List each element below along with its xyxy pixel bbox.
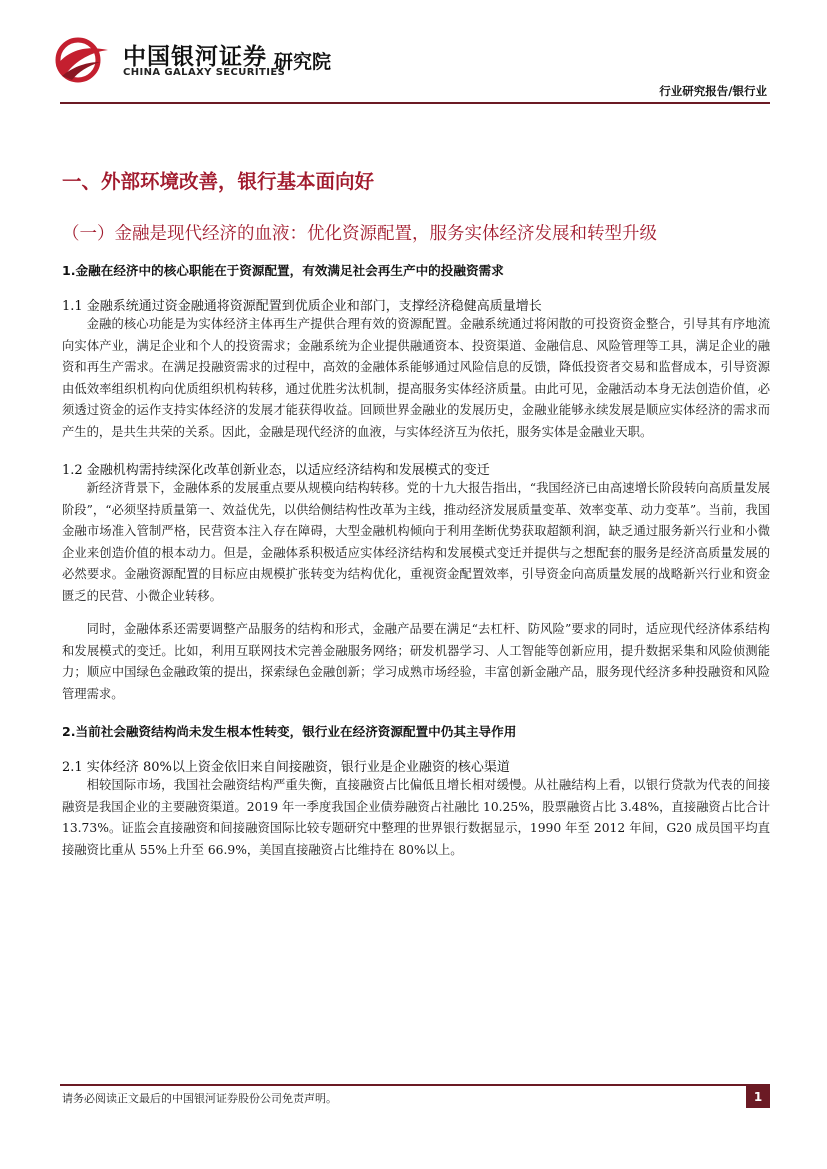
subsection-heading-1-1: 1.1 金融系统通过资金融通将资源配置到优质企业和部门，支撑经济稳健高质量增长 — [62, 299, 542, 314]
paragraph-1: 金融的核心功能是为实体经济主体再生产提供合理有效的资源配置。金融系统通过将闲散的可投资资金整合，引导其有序地流向实体产业，满足企业和个人的投资需求；金融系统为企业提供融通资本、投资渠道、金融信息、风险管理等工具，满足企业的融资和再生产需求。在满足投融资需求的过程中，高效的金融体系能够通过风险信息的反馈，降低投资者交易和监督成本，引导资源由低效率组织机构向优质组织机构转移，通过优胜劣汰机制，提高服务实体经济质量。由此可见，金融活动本身无法创造价值，必须透过资金的运作支持实体经济的发展才能获得收益。回顾世界金融业的发展历史，金融业能够永续发展是顺应实体经济的需求而产生的，是共生共荣的关系。因此，金融是现代经济的血液，与实体经济互为依托，服务实体是金融业天职。 — [62, 317, 770, 439]
institute-label: 研究院 — [274, 51, 332, 73]
document-body — [62, 166, 770, 861]
subsection-heading-2-1: 2.1 实体经济 80%以上资金依旧来自间接融资，银行业是企业融资的核心渠道 — [62, 760, 510, 775]
page-header — [0, 0, 827, 110]
galaxy-logo-icon — [52, 36, 112, 84]
disclaimer-note: 请务必阅读正文最后的中国银河证券股份公司免责声明。 — [62, 1092, 337, 1105]
page-number: 1 — [746, 1086, 770, 1108]
footer-divider — [60, 1084, 770, 1086]
paragraph-2: 新经济背景下，金融体系的发展重点要从规模向结构转移。党的十九大报告指出，“我国经济已由高速增长阶段转向高质量发展阶段”，“必须坚持质量第一、效益优先，以供给侧结构性改革为主线，推动经济发展质量变革、效率变革、动力变革”。当前，我国金融市场准入管制严格，民营资本注入存在障碍，大型金融机构倾向于利用垄断优势获取超额利润，缺乏通过服务新兴行业和小微企业来创造价值的根本动力。但是，金融体系积极适应实体经济结构和发展模式变迁并提供与之想配套的服务是经济高质量发展的必然要求。金融资源配置的目标应由规模扩张转变为结构优化，重视资金配置效率，引导资金向高质量发展的战略新兴行业和资金匮乏的民营、小微企业转移。 — [62, 481, 770, 603]
chapter-heading: 一、外部环境改善，银行基本面向好 — [62, 170, 375, 193]
brand-name-cn: 中国银河证券 — [123, 44, 267, 70]
paragraph-3: 同时，金融体系还需要调整产品服务的结构和形式，金融产品要在满足“去杠杆、防风险”要求的同时，适应现代经济体系结构和发展模式的变迁。比如，利用互联网技术完善金融服务网络；研发机器学习、人工智能等创新应用，提升数据采集和风险侦测能力；顺应中国绿色金融政策的提出，探索绿色金融创新；学习成熟市场经验，丰富创新金融产品，服务现代经济多种投融资和风险管理需求。 — [62, 622, 770, 701]
report-type-label: 行业研究报告/银行业 — [659, 84, 767, 98]
paragraph-4: 相较国际市场，我国社会融资结构严重失衡，直接融资占比偏低且增长相对缓慢。从社融结构上看，以银行贷款为代表的间接融资是我国企业的主要融资渠道。2019 年一季度我国企业债券融资占社融比 10.25%，股票融资占比 3.48%，直接融资占比合计 13.73%。证监会直接融资和间接融资国际比较专题研究中整理的世界银行数据显示，1990 年至 2012 年间，G20 成员国平均直接融资比重从 55%上升至 66.9%，美国直接融资占比维持在 80%以上。 — [62, 778, 770, 857]
subsection-heading-1: 1.金融在经济中的核心职能在于资源配置，有效满足社会再生产中的投融资需求 — [62, 263, 504, 278]
subsection-heading-1-2: 1.2 金融机构需持续深化改革创新业态，以适应经济结构和发展模式的变迁 — [62, 463, 490, 478]
header-divider — [60, 102, 770, 104]
subsection-heading-2: 2.当前社会融资结构尚未发生根本性转变，银行业在经济资源配置中仍其主导作用 — [62, 724, 517, 739]
section-heading: （一）金融是现代经济的血液：优化资源配置，服务实体经济发展和转型升级 — [62, 224, 657, 244]
brand-name-en: CHINA GALAXY SECURITIES — [123, 67, 286, 78]
